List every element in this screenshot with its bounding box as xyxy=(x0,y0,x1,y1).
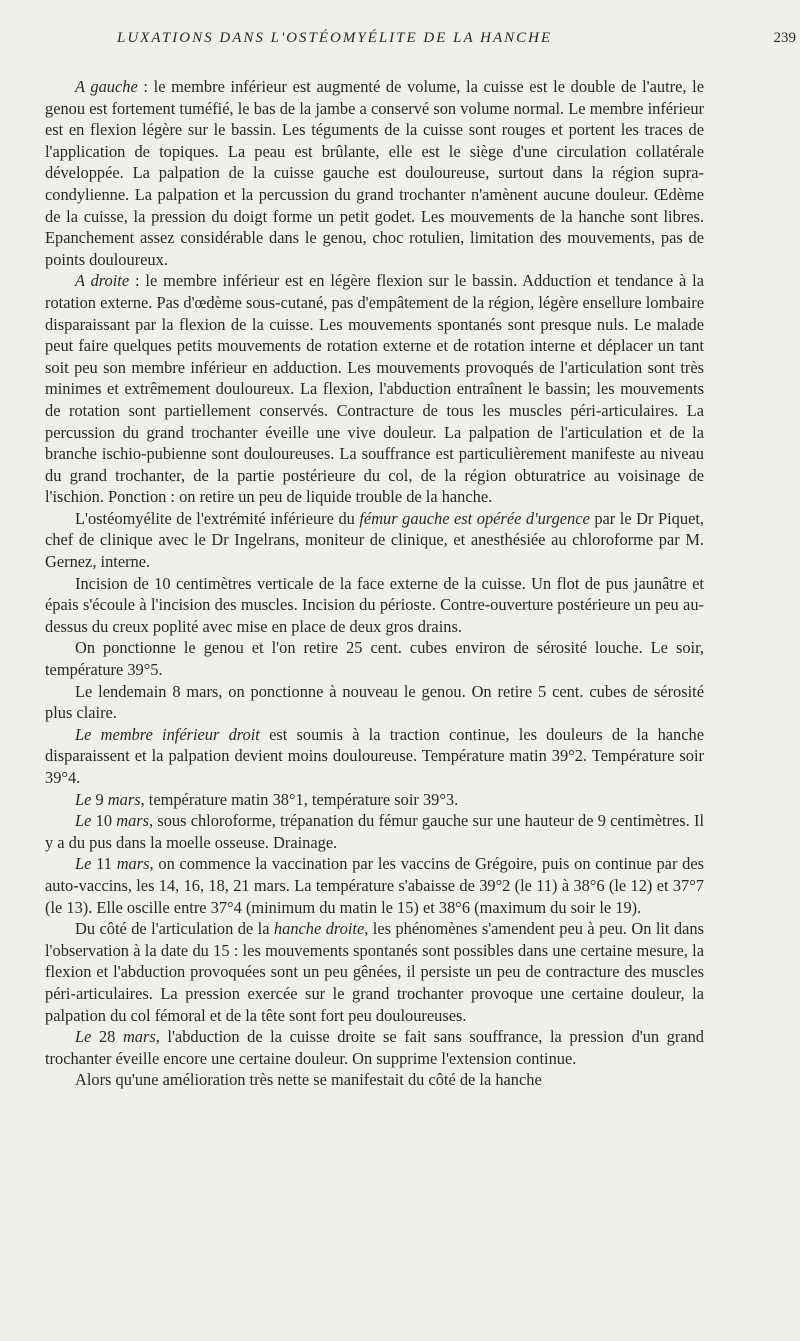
inline-italic: mars xyxy=(122,1027,156,1047)
lead-italic: A droite xyxy=(75,271,130,291)
inline-italic: hanche droite xyxy=(273,919,365,939)
paragraph-operation xyxy=(45,508,704,573)
header-title: LUXATIONS DANS L'OSTÉOMYÉLITE DE LA HANCHE xyxy=(117,30,553,46)
page-number: 239 xyxy=(773,30,796,46)
paragraph-text: 10 xyxy=(91,811,117,831)
paragraph-text: : le membre inférieur est en légère flexion sur le bassin. Adduction et tendance à la rotation externe. Pas d'œdème sous-cutané, pas d'empâtement de la région, légère ensellure lombaire disparaissant par la flexion de la cuisse. Les mouvements spontanés sont presque nuls. Le malade peut faire quelques petits mouvements de rotation externe et de rotation interne et déplacer un tant soit peu son membre inférieur en adduction. Les mouvements provoqués de l'articulation sont très minimes et extrêmement douloureux. La flexion, l'abduction entraînent le bassin; les mouvements de rotation sont partiellement conservés. Contracture de tous les muscles péri-articulaires. La percussion du grand trochanter éveille une vive douleur. La palpation de l'articulation et de la branche ischio-pubienne sont douloureuses. La souffrance est particulièrement manifeste au niveau du grand trochanter, de la partie postérieure du col, de la région obturatrice au voisinage de l'ischion. Ponction : on retire un peu de liquide trouble de la hanche. xyxy=(45,271,705,507)
paragraph-10-mars xyxy=(45,810,704,853)
paragraph-text: 9 xyxy=(91,789,108,809)
lead-italic: Le xyxy=(75,1027,92,1047)
paragraph-28-mars xyxy=(45,1026,704,1069)
paragraph-text: L'ostéomyélite de l'extrémité inférieure du xyxy=(75,508,360,528)
paragraph-text: : le membre inférieur est augmenté de volume, la cuisse est le double de l'autre, le genou est fortement tuméfié, le bas de la jambe a conservé son volume normal. Le membre inférieur est en flexion légère sur le bassin. Les téguments de la cuisse sont rouges et portent les traces de l'application de topiques. La peau est brûlante, elle est le siège d'une circulation collatérale développée. La palpation de la cuisse gauche est douloureuse, surtout dans la région supra-condylienne. La palpation et la percussion du grand trochanter n'amènent aucune douleur. Œdème de la cuisse, la pression du doigt forme un petit godet. Les mouvements de la hanche sont libres. Epanchement assez considérable dans le genou, choc rotulien, limitation des mouvements, pas de points douloureux. xyxy=(45,77,704,269)
paragraph-text: Du côté de l'articulation de la xyxy=(75,919,274,939)
paragraph-text: 28 xyxy=(91,1027,123,1047)
paragraph-text: 11 xyxy=(91,854,117,874)
paragraph-text: , les phénomènes s'amendent peu à peu. On lit dans l'observation à la date du 15 : les mouvements spontanés sont possibles dans une certaine mesure, la flexion et l'abduction provoquées sont un peu gênées, il persiste un peu de contracture des muscles péri-articulaires. La pression exercée sur le grand trochanter provoque une certaine douleur, la palpation du col fémoral et de la tête sont fort peu douloureuses. xyxy=(45,919,704,1025)
paragraph-incision xyxy=(45,573,704,638)
paragraph-9-mars xyxy=(45,789,704,811)
paragraph-text: Incision de 10 centimètres verticale de la face externe de la cuisse. Un flot de pus jaunâtre et épais s'écoule à l'incision des muscles. Incision du périoste. Contre-ouverture postérieure un peu au-dessus du creux poplité avec mise en place de deux gros drains. xyxy=(45,573,704,636)
paragraph-text: Alors qu'une amélioration très nette se manifestait du côté de la hanche xyxy=(75,1070,542,1090)
paragraph-text: Le lendemain 8 mars, on ponctionne à nouveau le genou. On retire 5 cent. cubes de sérosité plus claire. xyxy=(45,681,704,723)
paragraph-text: , température matin 38°1, température soir 39°3. xyxy=(140,789,459,809)
lead-italic: Le xyxy=(75,789,92,809)
paragraph-final xyxy=(45,1069,704,1091)
paragraph-text: , on commence la vaccination par les vaccins de Grégoire, puis on continue par des auto-vaccins, les 14, 16, 18, 21 mars. La température s'abaisse de 39°2 (le 11) à 38°6 (le 12) et 37°7 (le 13). Elle oscille entre 37°4 (minimum du matin le 15) et 38°6 (maximum du soir le 19). xyxy=(45,854,705,917)
lead-italic: Le membre inférieur droit xyxy=(75,724,260,744)
inline-italic: mars xyxy=(116,811,150,831)
paragraph-hanche-droite xyxy=(45,918,704,1026)
lead-italic: Le xyxy=(75,811,92,831)
paragraph-text: par le Dr Piquet, chef de clinique avec le Dr Ingelrans, moniteur de clinique, et anesthésiée au chloroforme par M. Gernez, interne. xyxy=(45,508,704,572)
inline-italic: mars xyxy=(107,789,141,809)
running-header xyxy=(45,30,796,54)
paragraph-gauche xyxy=(45,76,704,270)
paragraph-text: , l'abduction de la cuisse droite se fait sans souffrance, la pression d'un grand trochanter éveille encore une certaine douleur. On supprime l'extension continue. xyxy=(45,1027,704,1068)
paragraph-11-mars xyxy=(45,853,704,918)
inline-italic: fémur gauche est opérée d'urgence xyxy=(359,508,590,528)
paragraph-droite xyxy=(45,270,704,508)
inline-italic: mars xyxy=(116,854,150,874)
paragraph-ponction xyxy=(45,637,704,680)
lead-italic: Le xyxy=(75,854,92,874)
paragraph-text: est soumis à la traction continue, les douleurs de la hanche disparaissent et la palpation devient moins douloureuse. Température matin 39°2. Température soir 39°4. xyxy=(45,724,704,787)
body-text xyxy=(45,76,704,1091)
paragraph-membre-droit xyxy=(45,724,704,789)
paragraph-text: On ponctionne le genou et l'on retire 25 cent. cubes environ de sérosité louche. Le soir, température 39°5. xyxy=(45,638,704,680)
lead-italic: A gauche xyxy=(75,77,138,96)
paragraph-text: , sous chloroforme, trépanation du fémur gauche sur une hauteur de 9 centimètres. Il y a du pus dans la moelle osseuse. Drainage. xyxy=(45,811,704,852)
paragraph-8-mars xyxy=(45,681,704,724)
